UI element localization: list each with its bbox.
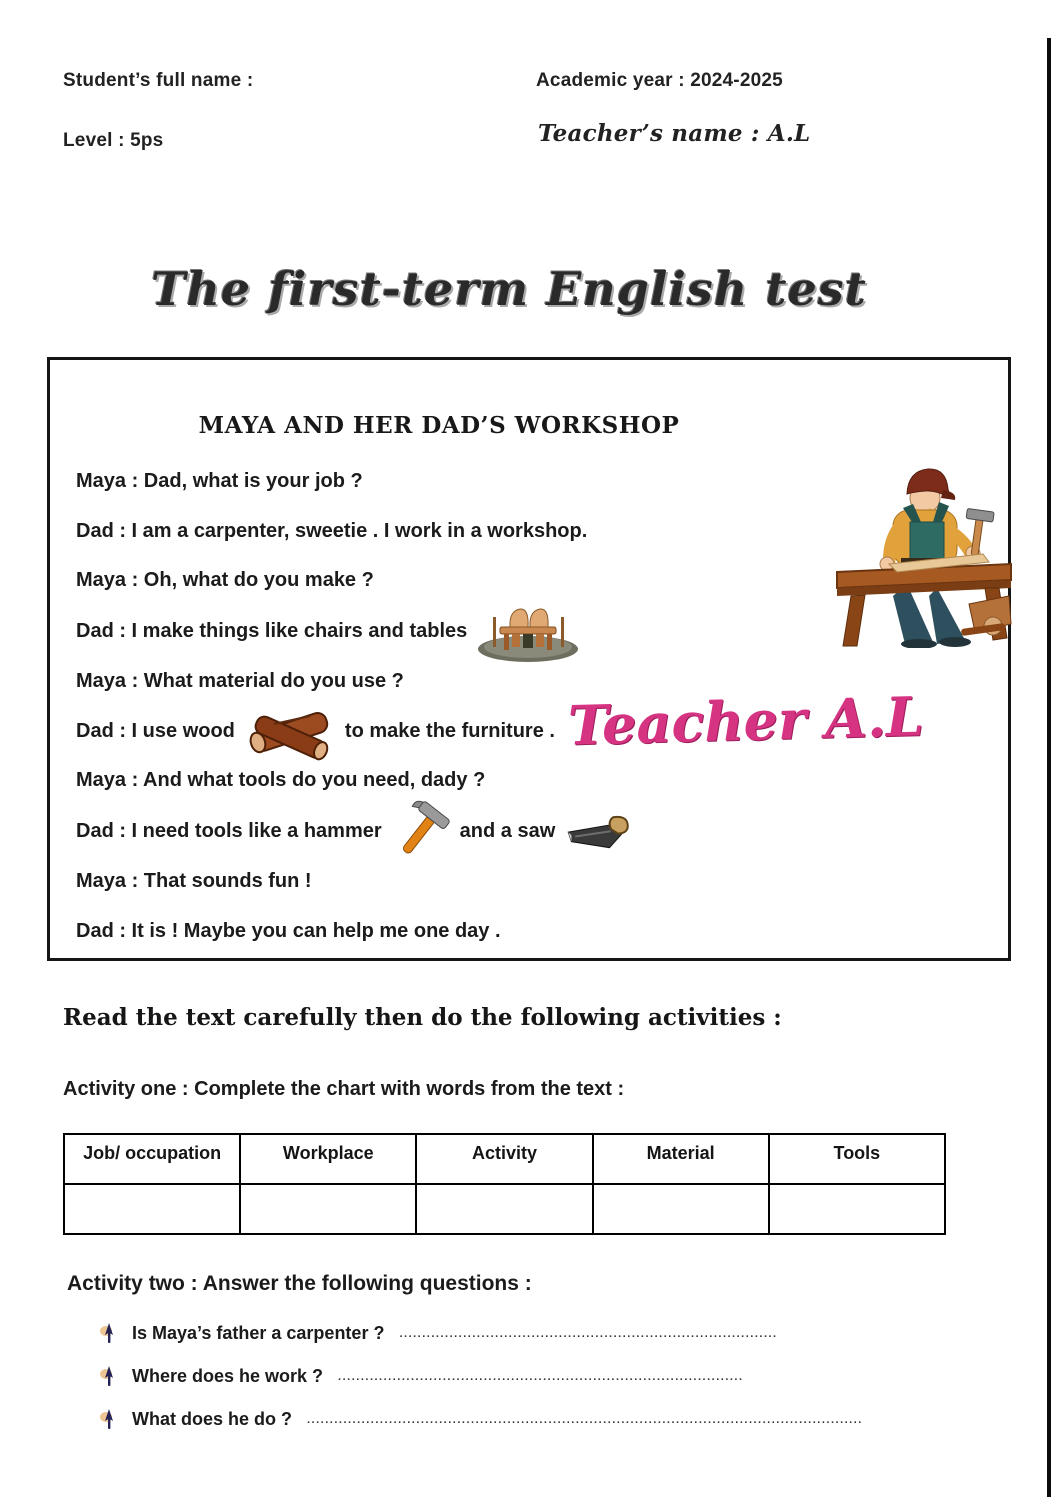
student-name-label: Student’s full name : — [63, 70, 254, 91]
dialogue-text: to make the furniture . — [344, 719, 555, 742]
academic-year — [536, 70, 783, 92]
scan-edge-line — [1047, 38, 1051, 1497]
table-cell-workplace[interactable] — [240, 1184, 416, 1234]
activity-one-heading — [63, 1078, 624, 1101]
dialogue-line — [76, 614, 581, 648]
dialogue-text: Maya : Oh, what do you make ? — [76, 568, 374, 591]
table-header-tools: Tools — [769, 1134, 945, 1184]
question-line — [100, 1312, 980, 1355]
table-header-job: Job/ occupation — [64, 1134, 240, 1184]
dialogue-line — [76, 814, 630, 848]
table-and-chairs-icon — [476, 599, 581, 663]
table-header-material: Material — [593, 1134, 769, 1184]
activity-two-text: Answer the following questions : — [197, 1272, 532, 1295]
hammer-icon — [391, 799, 451, 863]
activity-one-label: Activity one : — [63, 1078, 189, 1100]
activity-two-label: Activity two : — [67, 1272, 198, 1295]
reading-passage-box — [47, 357, 1011, 961]
level-value: 5ps — [130, 130, 164, 151]
page-title: The first-term English test — [151, 262, 867, 316]
table-header-row — [64, 1134, 945, 1184]
dialogue-line — [76, 464, 363, 498]
academic-year-label: Academic year : — [536, 70, 685, 91]
table-cell-tools[interactable] — [769, 1184, 945, 1234]
dialogue-line — [76, 763, 485, 797]
dialogue-line — [76, 864, 312, 898]
academic-year-value: 2024-2025 — [690, 70, 783, 91]
level — [63, 130, 163, 152]
question-text: Is Maya’s father a carpenter ? — [132, 1323, 385, 1343]
activity-one-text: Complete the chart with words from the text : — [188, 1078, 625, 1100]
passage-title: MAYA AND HER DAD’S WORKSHOP — [198, 412, 680, 439]
dialogue-line — [76, 563, 374, 597]
activity-two-heading — [67, 1272, 532, 1296]
dialogue-text: Maya : Dad, what is your job ? — [76, 469, 363, 492]
dialogue-text: Dad : I need tools like a hammer — [76, 819, 382, 842]
teacher-watermark: Teacher A.L — [567, 684, 925, 758]
table-header-activity: Activity — [416, 1134, 592, 1184]
dialogue-text: Maya : What material do you use ? — [76, 669, 404, 692]
answer-dotted-line[interactable]: ................................................................................... — [399, 1327, 778, 1340]
teacher-name: Teacher’s name : A.L — [538, 120, 811, 147]
dialogue-text: Dad : I use wood — [76, 719, 235, 742]
table-row — [64, 1184, 945, 1234]
dialogue-text: Maya : That sounds fun ! — [76, 869, 312, 892]
dialogue-line — [76, 664, 404, 698]
dialogue-text: Dad : It is ! Maybe you can help me one day . — [76, 919, 501, 942]
question-text: What does he do ? — [132, 1409, 292, 1429]
dialogue-line — [76, 514, 587, 548]
wood-logs-icon — [244, 698, 336, 764]
dialogue-text: and a saw — [459, 819, 556, 842]
table-cell-material[interactable] — [593, 1184, 769, 1234]
questions-list — [100, 1312, 980, 1441]
saw-icon — [564, 803, 630, 859]
answer-dotted-line[interactable]: ......................................................................................... — [338, 1370, 744, 1383]
table-header-workplace: Workplace — [240, 1134, 416, 1184]
question-line — [100, 1398, 980, 1441]
table-cell-activity[interactable] — [416, 1184, 592, 1234]
arrow-bullet-icon — [100, 1408, 117, 1431]
activity-one-table — [63, 1133, 946, 1235]
dialogue-line — [76, 914, 501, 948]
question-line — [100, 1355, 980, 1398]
dialogue-line — [76, 714, 555, 748]
arrow-bullet-icon — [100, 1322, 117, 1345]
dialogue-text: Dad : I am a carpenter, sweetie . I work in a workshop. — [76, 519, 588, 542]
dialogue-text: Maya : And what tools do you need, dady ? — [76, 768, 486, 791]
answer-dotted-line[interactable]: .......................................................................................................................... — [307, 1413, 863, 1426]
level-label: Level : — [63, 130, 125, 151]
dialogue-text: Dad : I make things like chairs and tables — [76, 619, 468, 642]
question-text: Where does he work ? — [132, 1366, 324, 1386]
carpenter-illustration-icon — [833, 456, 1015, 648]
arrow-bullet-icon — [100, 1365, 117, 1388]
table-cell-job[interactable] — [64, 1184, 240, 1234]
instructions-text: Read the text carefully then do the following activities : — [63, 1004, 782, 1031]
